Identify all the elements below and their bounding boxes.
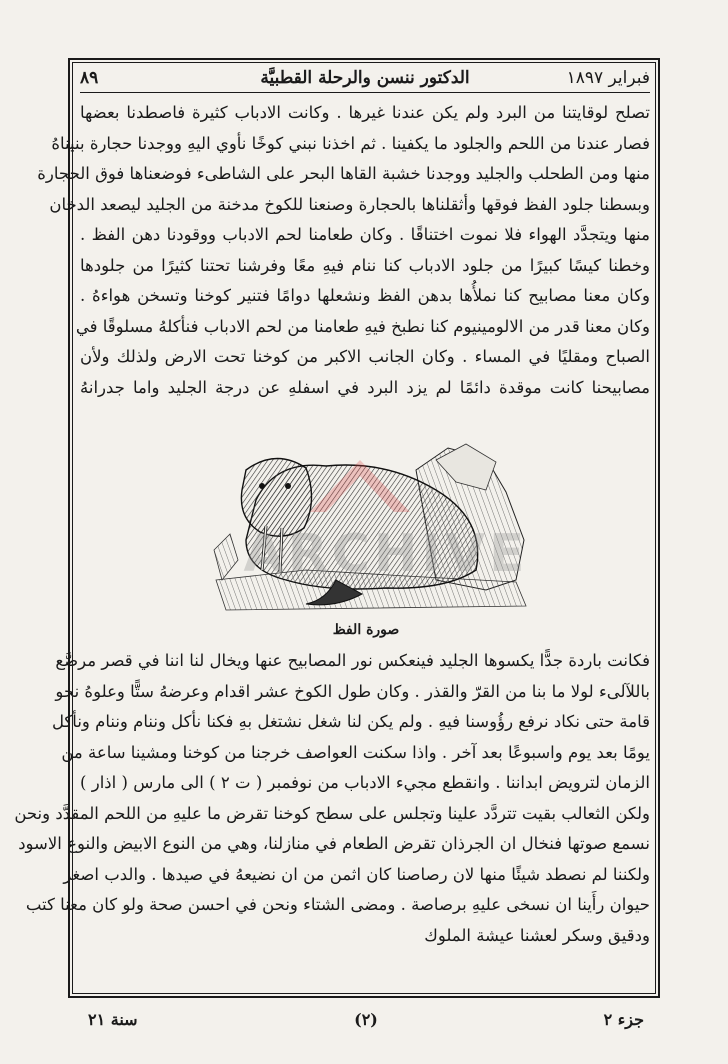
text-line: فكانت باردة جدًّا يكسوها الجليد فينعكس نور المصابيح عنها ويخال لنا اننا في قصر مرصَّع [55,651,650,670]
text-line: يومًا بعد يوم واسبوعًا بعد آخر . واذا سكنت العواصف خرجنا من كوخنا ومشينا ساعة من [61,742,650,762]
text-line: تصلح لوقايتنا من البرد ولم يكن عندنا غيرها . وكانت الادباب كثيرة فاصطدنا بعضها [80,103,650,122]
archive-watermark-logo [290,452,430,522]
body-text-top [37,98,650,403]
archive-watermark: ARCHIVE [243,524,529,584]
text-line: وبسطنا جلود الفظ فوقها وأثقلناها بالحجارة وصنعنا للكوخ مدخنة من الجليد ليصعد الدخان [49,194,650,214]
text-line: مصابيحنا كانت موقدة دائمًا لم يزد البرد في اسفلهِ عن درجة الجليد واما جدرانهُ [80,377,650,397]
text-line: قامة حتى نكاد نرفع رؤُوسنا فيهِ . ولم يكن لنا شغل نشتغل بهِ فكنا نأكل وننام وننام ونأكل [51,712,650,731]
text-line: فصار عندنا من اللحم والجلود ما يكفينا . ثم اخذنا نبني كوخًا نأوي اليهِ ووجدنا حجارة بنيناهُ [51,133,650,153]
text-line: وكان معنا قدر من الالومينيوم كنا نطبخ فيهِ طعامنا من لحم الادباب فنأكلهُ مسلوقًا في [75,316,650,336]
text-line: الصباح ومقليًا في المساء . وكان الجانب الاكبر من كوخنا تحت الارض ولذلك ولأن [80,347,650,366]
footer-issue: (٢) [354,1009,378,1029]
text-line: منها ومن الطحلب والجليد ووجدنا خشبة القاها البحر على الشاطىء فوضعناها فوق الحجارة [37,164,650,183]
text-line: منها ويتجدَّد الهواء فلا نموت اختناقًا . وكان طعامنا لحم الادباب ووقودنا دهن الفظ . [80,225,650,244]
running-head [80,64,650,93]
figure-caption: صورة الفظ [332,622,400,638]
text-line: الزمان لترويض ابداننا . وانقطع مجيء الادباب من نوفمبر ( ت ٢ ) الى مارس ( اذار ) [80,773,650,792]
text-line: باللآلىء لولا ما بنا من القرّ والقذر . وكان طول الكوخ عشر اقدام وعرضهُ ستًّا وعلوهُ نحو [55,681,650,701]
text-line: حيوان رأَينا ان نسخى عليهِ برصاصة . ومضى الشتاء ونحن في احسن صحة ولو كان معنا كتب [25,895,650,914]
body-text-bottom [14,646,650,951]
footer-part: جزء ٢ [603,1009,644,1029]
header-date: فبراير ١٨٩٧ [566,68,650,88]
text-line: ودقيق وسكر لعشنا عيشة الملوك [424,925,650,945]
text-line: نسمع صوتها فنخال ان الجرذان تقرض الطعام في منازلنا، وهي من النوع الابيض والنوع الاسود [18,834,650,853]
footer-volume: سنة ٢١ [88,1009,138,1029]
page-footer [88,1004,644,1034]
header-title: الدكتور ننسن والرحلة القطبيَّة [260,68,470,88]
page-number: ٨٩ [80,68,99,88]
text-line: ولكن الثعالب بقيت تتردَّد علينا وتجلس على سطح كوخنا تقرض ما عليهِ من اللحم المقدَّد ونحن [14,803,650,823]
text-line: وخطنا كيسًا كبيرًا من جلود الادباب كنا ننام فيهِ معًا وفرشنا تحتنا كثيرًا من جلودها [80,255,650,275]
text-line: وكان معنا مصابيح كنا نملأُها بدهن الفظ ونشعلها دوامًا فتنير كوخنا وتسخن هواءهُ . [80,286,650,305]
text-line: ولكننا لم نصطد شيئًا منها لان رصاصنا كان اثمن من ان نضيعهُ في صيدها . والدب اصغر [63,864,650,884]
